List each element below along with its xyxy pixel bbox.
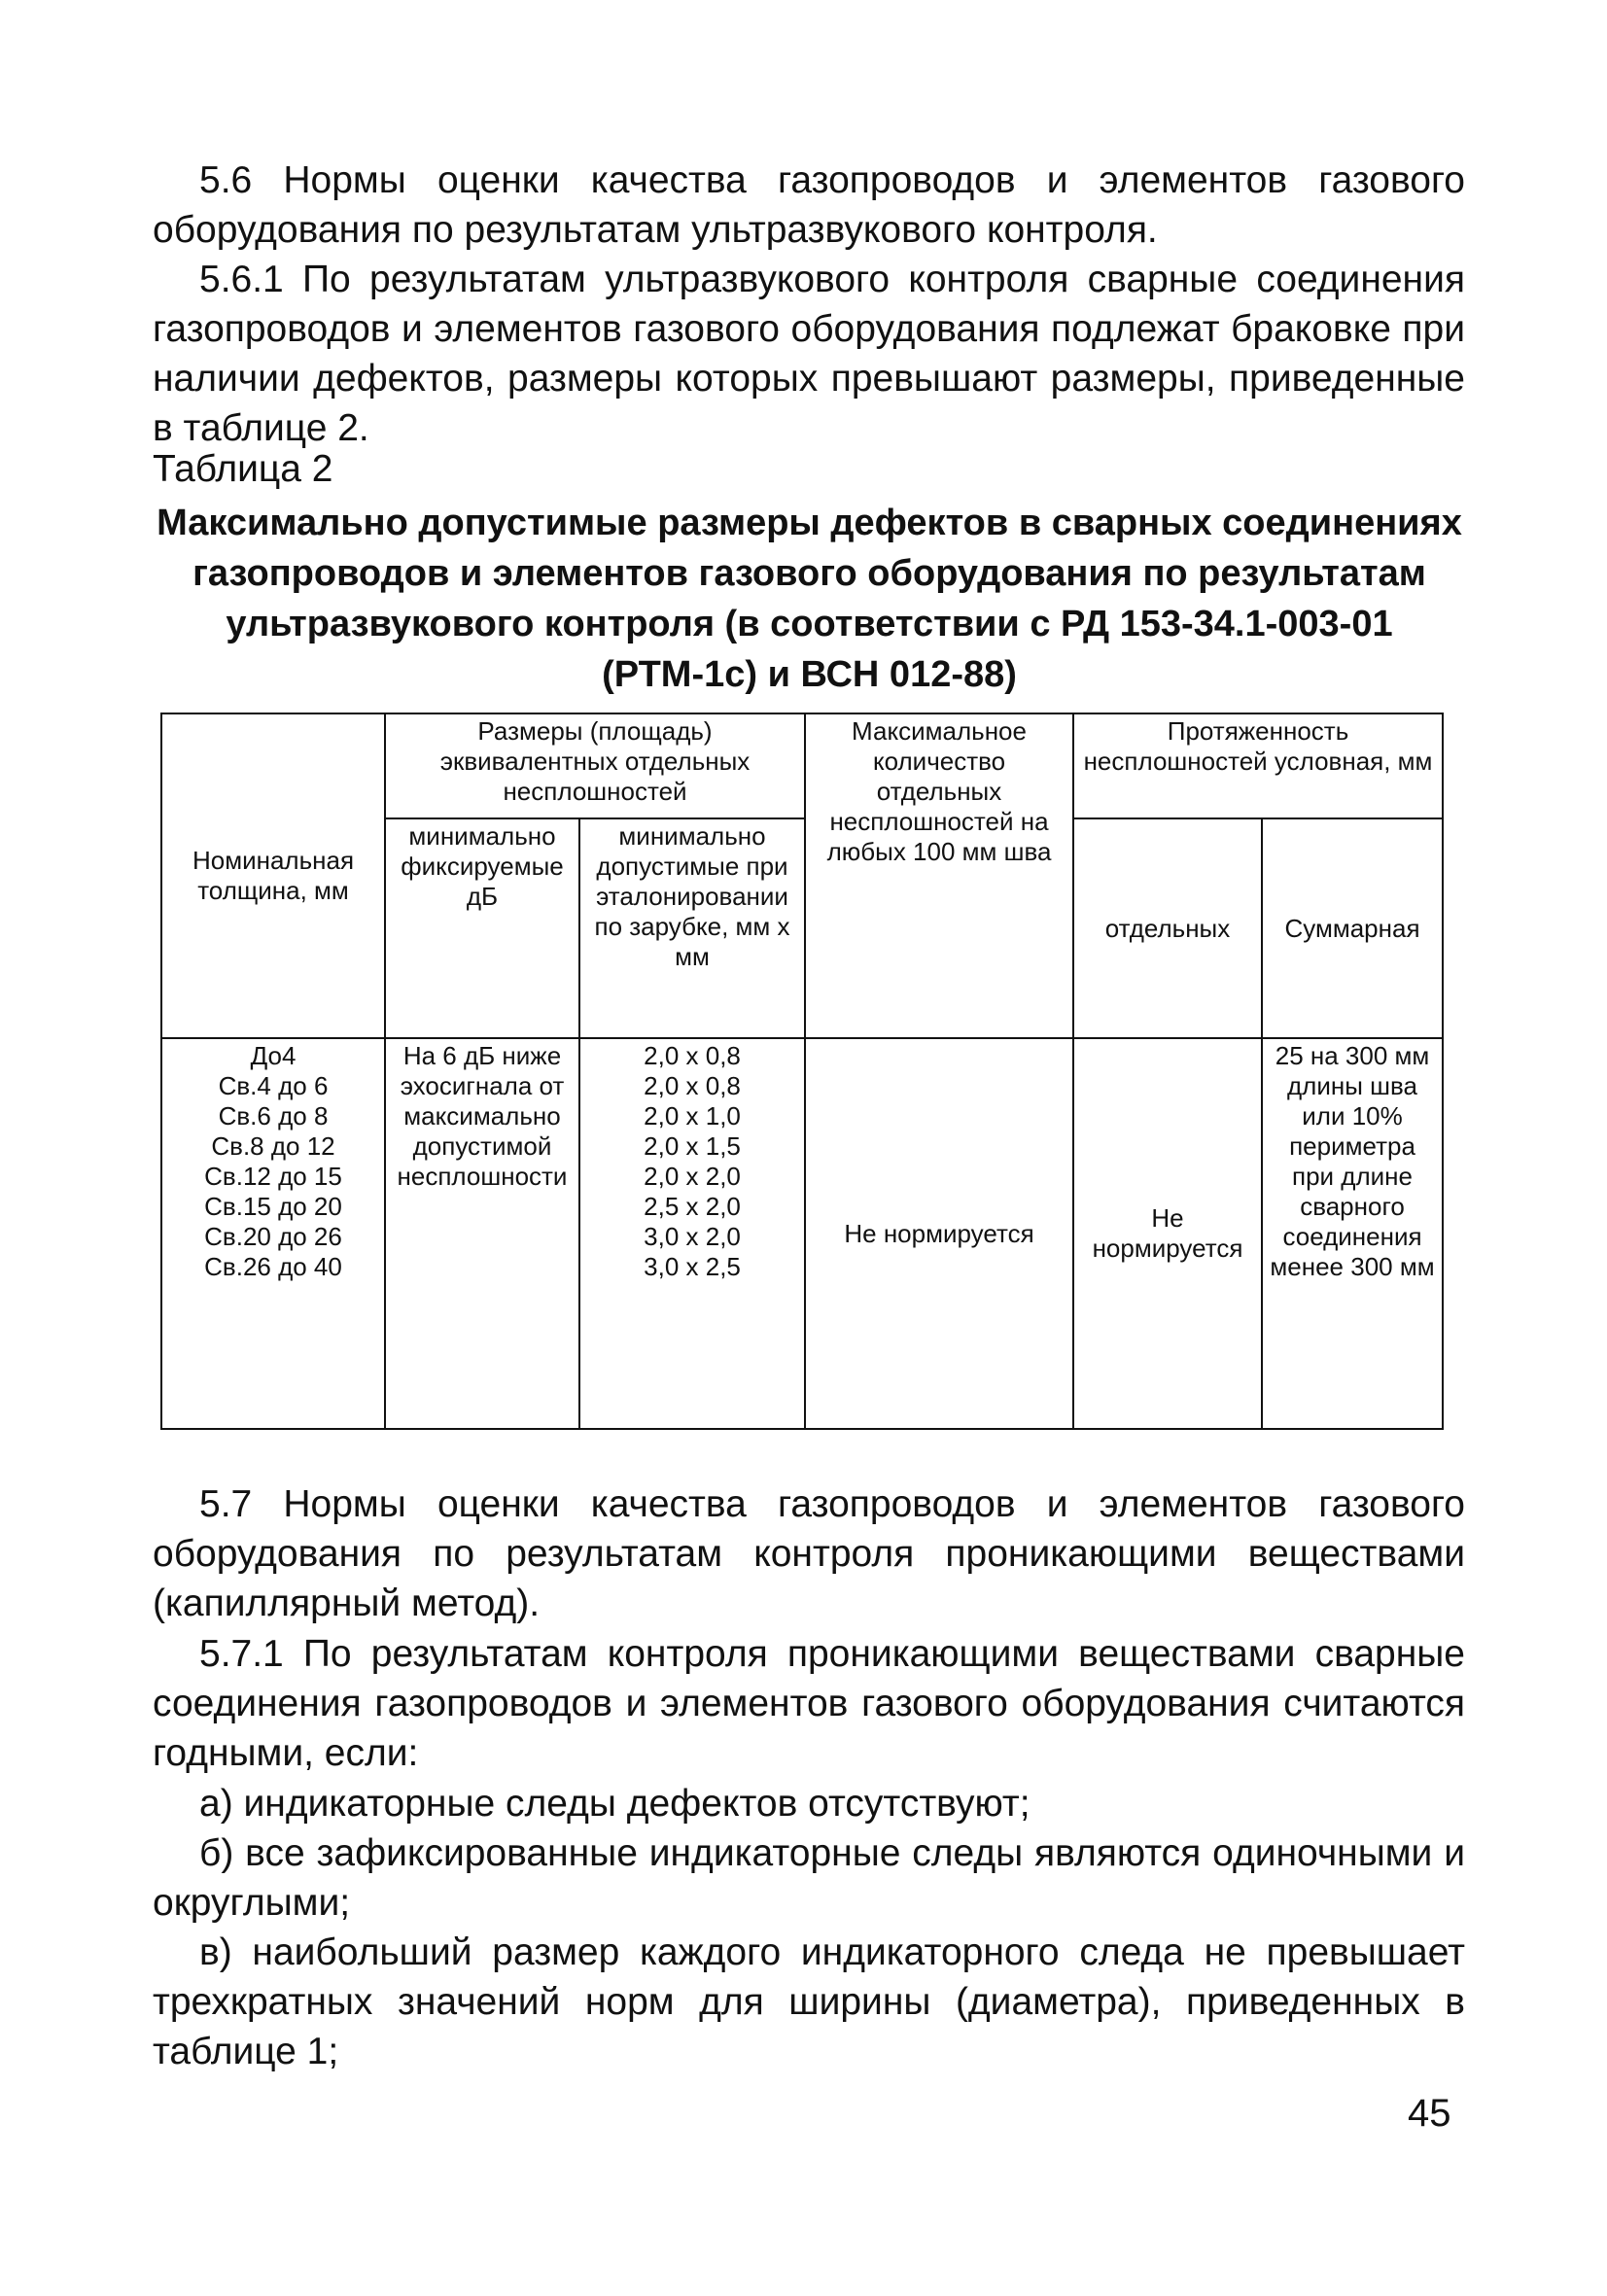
max-allowed-row: 2,0 х 0,8 xyxy=(644,1041,741,1071)
total-value: 25 на 300 мм длины шва или 10% периметра при длине сварного соединения менее 300 мм xyxy=(1262,1038,1443,1429)
min-fixed-value: На 6 дБ ниже эхосигнала от максимально допустимой несплошности xyxy=(385,1038,579,1429)
list-item: а) индикаторные следы дефектов отсутствуют; xyxy=(199,1783,1031,1825)
table-caption: Таблица 2 xyxy=(153,448,333,490)
thickness-row: Св.26 до 40 xyxy=(204,1252,342,1282)
section-5-7-heading: 5.7 Нормы оценки качества газопроводов и элементов газового оборудования по результатам контроля проникающими веществами (капиллярный метод). xyxy=(153,1483,1465,1624)
page-number: 45 xyxy=(1408,2092,1451,2135)
header-equivalent-sizes: Размеры (площадь) эквивалентных отдельных несплошностей xyxy=(385,713,805,818)
thickness-row: До4 xyxy=(250,1041,297,1071)
max-allowed-row: 2,0 х 2,0 xyxy=(644,1162,741,1192)
thickness-row: Св.4 до 6 xyxy=(218,1071,329,1101)
max-allowed-column xyxy=(579,1038,805,1429)
max-allowed-row: 2,5 х 2,0 xyxy=(644,1192,741,1222)
thickness-row: Св.15 до 20 xyxy=(204,1192,342,1222)
table-title: Максимально допустимые размеры дефектов в сварных соединениях газопроводов и элементов газового оборудования по результатам ультразвукового контроля (в соответствии с РД 153-34.1-003-01 (РТМ-1с) и ВСН 012-88) xyxy=(157,503,1462,695)
max-allowed-row: 2,0 х 0,8 xyxy=(644,1071,741,1101)
header-max-allowed: минимально допустимые при эталонировании по зарубке, мм х мм xyxy=(579,818,805,1038)
max-allowed-row: 2,0 х 1,5 xyxy=(644,1131,741,1162)
header-extent: Протяженность несплошностей условная, мм xyxy=(1073,713,1443,818)
max-allowed-row: 3,0 х 2,0 xyxy=(644,1222,741,1252)
max-allowed-row: 3,0 х 2,5 xyxy=(644,1252,741,1282)
thickness-row: Св.20 до 26 xyxy=(204,1222,342,1252)
clause-5-7-1: 5.7.1 По результатам контроля проникающими веществами сварные соединения газопроводов и элементов газового оборудования считаются годными, если: xyxy=(153,1633,1465,1774)
max-count-value: Не нормируется xyxy=(805,1038,1073,1429)
thickness-row: Св.12 до 15 xyxy=(204,1162,342,1192)
separate-value: Не нормируется xyxy=(1073,1038,1262,1429)
list-item: б) все зафиксированные индикаторные следы являются одиночными и округлыми; xyxy=(153,1832,1465,1924)
clause-5-6-1: 5.6.1 По результатам ультразвукового контроля сварные соединения газопроводов и элементов газового оборудования подлежат браковке при наличии дефектов, размеры которых превышают размеры, приведенные в таблице 2. xyxy=(153,259,1465,449)
max-allowed-row: 2,0 х 1,0 xyxy=(644,1101,741,1131)
thickness-row: Св.6 до 8 xyxy=(218,1101,329,1131)
header-thickness: Номинальная толщина, мм xyxy=(161,713,385,1038)
header-separate: отдельных xyxy=(1073,818,1262,1038)
defect-size-table xyxy=(160,713,1444,1430)
header-max-count: Максимальное количество отдельных несплошностей на любых 100 мм шва xyxy=(805,713,1073,1038)
list-item: в) наибольший размер каждого индикаторного следа не превышает трехкратных значений норм для ширины (диаметра), приведенных в таблице 1; xyxy=(153,1931,1465,2072)
thickness-column xyxy=(161,1038,385,1429)
section-5-6-heading: 5.6 Нормы оценки качества газопроводов и элементов газового оборудования по результатам ультразвукового контроля. xyxy=(153,159,1465,251)
thickness-row: Св.8 до 12 xyxy=(211,1131,335,1162)
header-min-fixed: минимально фиксируемые дБ xyxy=(385,818,579,1038)
header-total: Суммарная xyxy=(1262,818,1443,1038)
